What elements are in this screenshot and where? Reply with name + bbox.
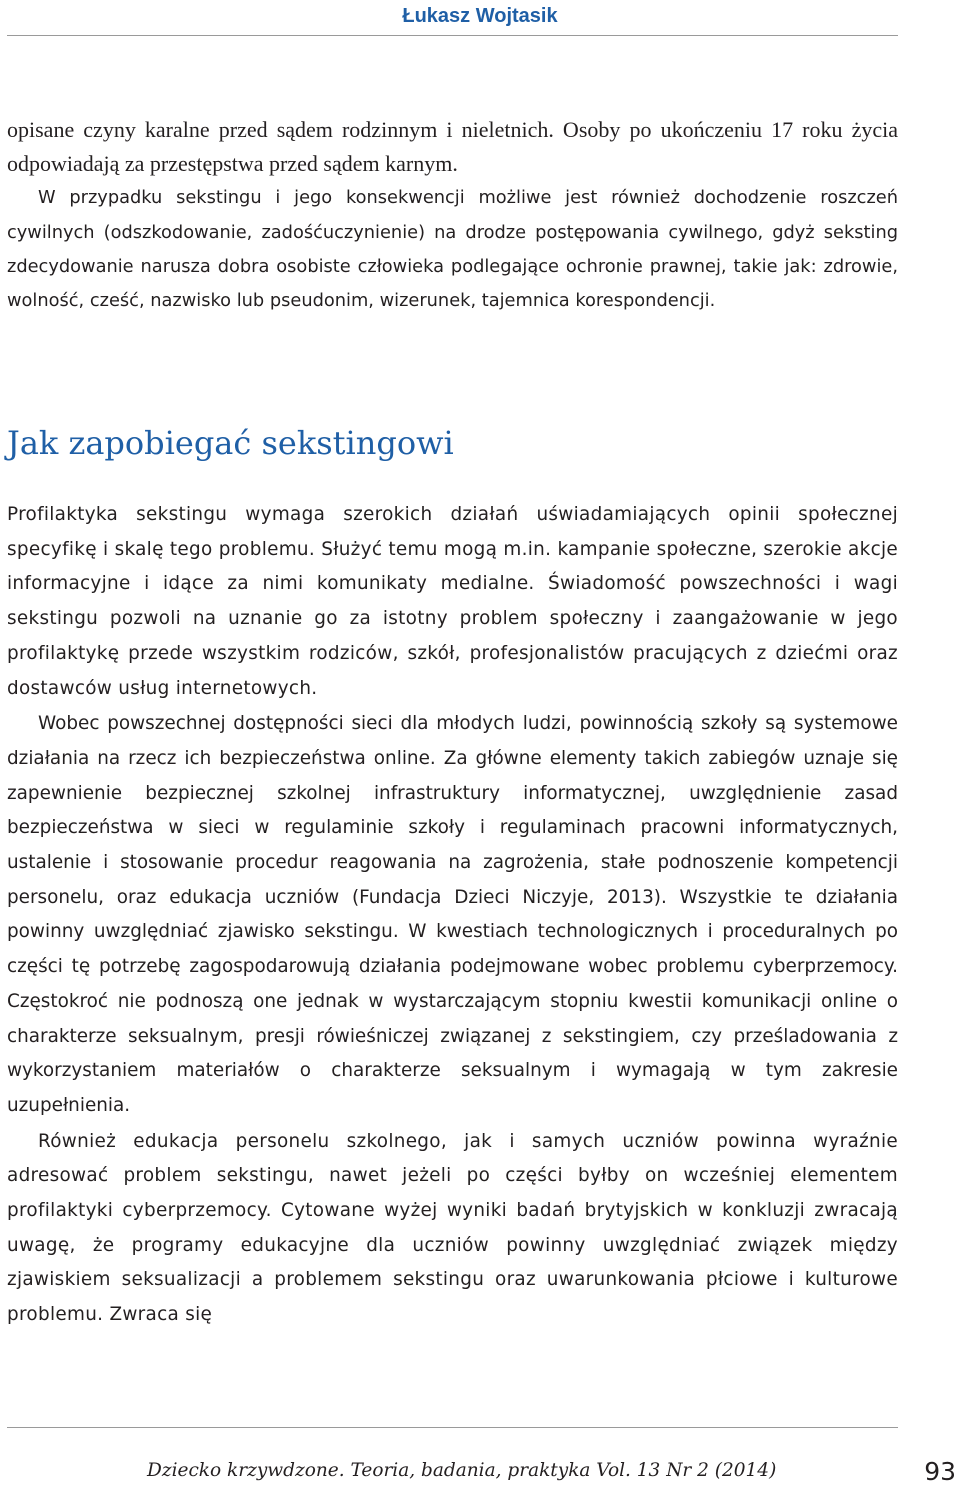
intro-text xyxy=(7,113,898,318)
section-body xyxy=(7,498,898,1333)
header-divider xyxy=(7,35,898,36)
footer-divider xyxy=(7,1427,898,1428)
civil-claims-paragraph: W przypadku sekstingu i jego konsekwencji możliwe jest również dochodzenie roszczeń cywilnych (odszkodowanie, zadośćuczynienie) na drodze postępowania cywilnego, gdyż seksting zdecydowanie narusza dobra osobiste człowieka podlegające ochronie prawnej, takie jak: zdrowie, wolność, cześć, nazwisko lub pseudonim, wizerunek, tajemnica korespondencji. xyxy=(7,187,898,312)
paragraph-staff-education: Również edukacja personelu szkolnego, jak i samych uczniów powinna wyraźnie adresować problem sekstingu, nawet jeżeli po części byłby on wcześniej elementem profilaktyki cyberprzemocy. Cytowane wyżej wyniki badań brytyjskich w konkluzji zwracają uwagę, że programy edukacyjne dla uczniów powinny uwzględniać związek między zjawiskiem seksualizacji a problemem sekstingu oraz uwarunkowania płciowe i kulturowe problemu. Zwraca się xyxy=(7,1130,898,1326)
section-heading: Jak zapobiegać sekstingowi xyxy=(7,424,454,462)
journal-citation: Dziecko krzywdzone. Teoria, badania, praktyka Vol. 13 Nr 2 (2014) xyxy=(147,1460,777,1481)
page-number: 93 xyxy=(924,1457,956,1486)
running-head-author: Łukasz Wojtasik xyxy=(402,5,558,27)
paragraph-school-duties: Wobec powszechnej dostępności sieci dla młodych ludzi, powinnością szkoły są systemowe działania na rzecz ich bezpieczeństwa online. Za główne elementy takich zabiegów uznaje się zapewnienie bezpiecznej szkolnej infrastruktury informatycznej, uwzględnienie zasad bezpieczeństwa w sieci w regulaminie szkoły i regulaminach pracowni informatycznych, ustalenie i stosowanie procedur reagowania na zagrożenia, stałe podnoszenie kompetencji personelu, oraz edukacja uczniów (Fundacja Dzieci Niczyje, 2013). Wszystkie te działania powinny uwzględniać zjawisko sekstingu. W kwestiach technologicznych i proceduralnych po części tę potrzebę zagospodarowują działania podejmowane wobec problemu cyberprzemocy. Częstokroć nie podnoszą one jednak w wystarczającym stopniu kwestii komunikacji online o charakterze seksualnym, presji rówieśniczej związanej z sekstingiem, czy prześladowania z wykorzystaniem materiałów o charakterze seksualnym i wymagają w tym zakresie uzupełnienia. xyxy=(7,713,898,1116)
intro-paragraph: opisane czyny karalne przed sądem rodzinnym i nieletnich. Osoby po ukończeniu 17 roku życia odpowiadają za przestępstwa przed sądem karnym. xyxy=(7,117,898,177)
paragraph-prevention: Profilaktyka sekstingu wymaga szerokich działań uświadamiających opinii społecznej specyfikę i skalę tego problemu. Służyć temu mogą m.in. kampanie społeczne, szerokie akcje informacyjne i idące za nimi komunikaty medialne. Świadomość powszechności i wagi sekstingu pozwoli na uznanie go za istotny problem społeczny i zaangażowanie w jego profilaktykę przede wszystkim rodziców, szkół, profesjonalistów pracujących z dziećmi oraz dostawców usług internetowych. xyxy=(7,504,898,699)
